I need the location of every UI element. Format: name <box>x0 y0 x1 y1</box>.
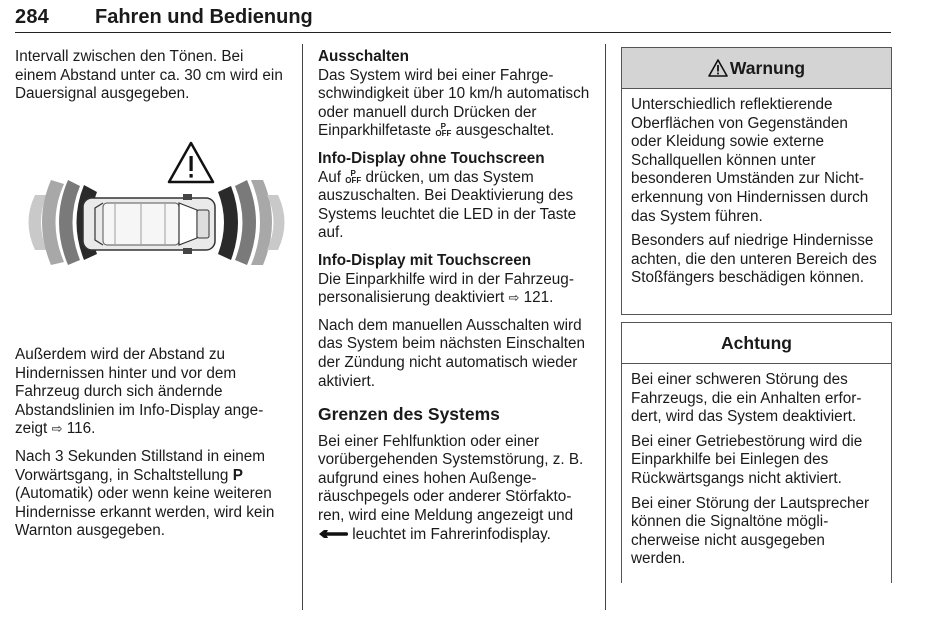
parking-off-button-icon: P OFF <box>435 122 452 139</box>
caution-box-header <box>622 323 891 364</box>
caution-box <box>621 322 892 583</box>
reference-arrow-icon: ⇨ <box>51 421 63 437</box>
subheading: Ausschalten <box>318 48 409 65</box>
column-divider <box>605 44 606 610</box>
gear-position: P <box>232 466 243 484</box>
paragraph: Besonders auf niedrige Hindernisse achten, die den unteren Bereich des Stoßfängers beschädigen können. <box>631 232 877 287</box>
paragraph: Außerdem wird der Abstand zu Hindernissen hinter und vor dem Fahrzeug durch sich ändernde Abstandslinien im Info-Display angezeigt ⇨ 116. <box>15 346 264 438</box>
page-reference[interactable]: 121. <box>523 289 554 307</box>
column-2 <box>318 48 592 553</box>
warning-box-header <box>622 48 891 89</box>
caution-title: Achtung <box>721 332 792 353</box>
subheading: Info-Display ohne Touchscreen <box>318 149 545 167</box>
paragraph: Auf P OFF drücken, um das System auszuschalten. Bei Deaktivierung des Systems leuchtet die LED in der Taste auf. <box>318 168 577 242</box>
caution-body <box>622 364 891 581</box>
parking-sensor-illustration <box>15 140 287 300</box>
page-title: Fahren und Bedienung <box>95 6 313 28</box>
reference-arrow-icon: ⇨ <box>508 290 520 306</box>
paragraph: Die Einparkhilfe wird in der Fahrzeugpersonalisierung deaktiviert ⇨ 121. <box>318 270 574 307</box>
warning-body <box>622 89 891 300</box>
paragraph: Nach 3 Sekunden Stillstand in einem Vorwärtsgang, in Schaltstellung P (Automatik) oder wenn keine weiteren Hindernisse erkannt werden, wird kein Warnton ausgegeben. <box>15 447 275 540</box>
page-header <box>15 6 891 33</box>
car-top-view-icon <box>83 194 215 254</box>
column-1-lower <box>15 346 287 550</box>
paragraph: Unterschiedlich reflektierende Oberflächen von Gegenständen oder Kleidung sowie externe Schallquellen können unter besonderen Umständen zur Nichterkennung von Hindernissen durch das System führen. <box>631 96 869 225</box>
warning-title: Warnung <box>729 57 806 78</box>
paragraph: Nach dem manuellen Ausschalten wird das System beim nächsten Einschalten der Zündung nicht automatisch wieder aktiviert. <box>318 316 585 390</box>
paragraph: Bei einer schweren Störung des Fahrzeugs, die ein Anhalten erfordert, wird das System deaktiviert. <box>631 371 862 426</box>
warning-icon <box>708 59 728 77</box>
wrench-icon <box>318 528 348 540</box>
paragraph: Bei einer Störung der Lautsprecher können die Signaltöne möglicherweise nicht ausgegeben werden. <box>631 494 870 568</box>
paragraph: Bei einer Fehlfunktion oder einer vorübergehenden Systemstörung, z. B. aufgrund eines hohen Außengeräuschpegels oder anderer Störfaktoren, wird eine Meldung angezeigt und leuchtet im Fahrerinfodisplay. <box>318 432 584 543</box>
warning-triangle-icon <box>169 143 213 182</box>
paragraph: Das System wird bei einer Fahrgeschwindigkeit über 10 km/h automatisch oder manuell durch Drücken der Einparkhilfetaste P OFF ausgeschaltet. <box>318 66 590 140</box>
section-heading: Grenzen des Systems <box>318 404 500 425</box>
warning-box <box>621 47 892 315</box>
column-1 <box>15 48 287 113</box>
paragraph: Intervall zwischen den Tönen. Bei einem Abstand unter ca. 30 cm wird ein Dauersignal ausgegeben. <box>15 48 283 103</box>
page-reference[interactable]: 116. <box>66 420 96 438</box>
parking-off-button-icon: P OFF <box>345 168 362 185</box>
page-number: 284 <box>15 6 49 28</box>
subheading: Info-Display mit Touchscreen <box>318 251 532 269</box>
column-divider <box>302 44 303 610</box>
paragraph: Bei einer Getriebestörung wird die Einparkhilfe bei Einlegen des Rückwärtsgangs nicht aktiviert. <box>631 432 863 487</box>
front-sensor-zones <box>218 180 285 265</box>
